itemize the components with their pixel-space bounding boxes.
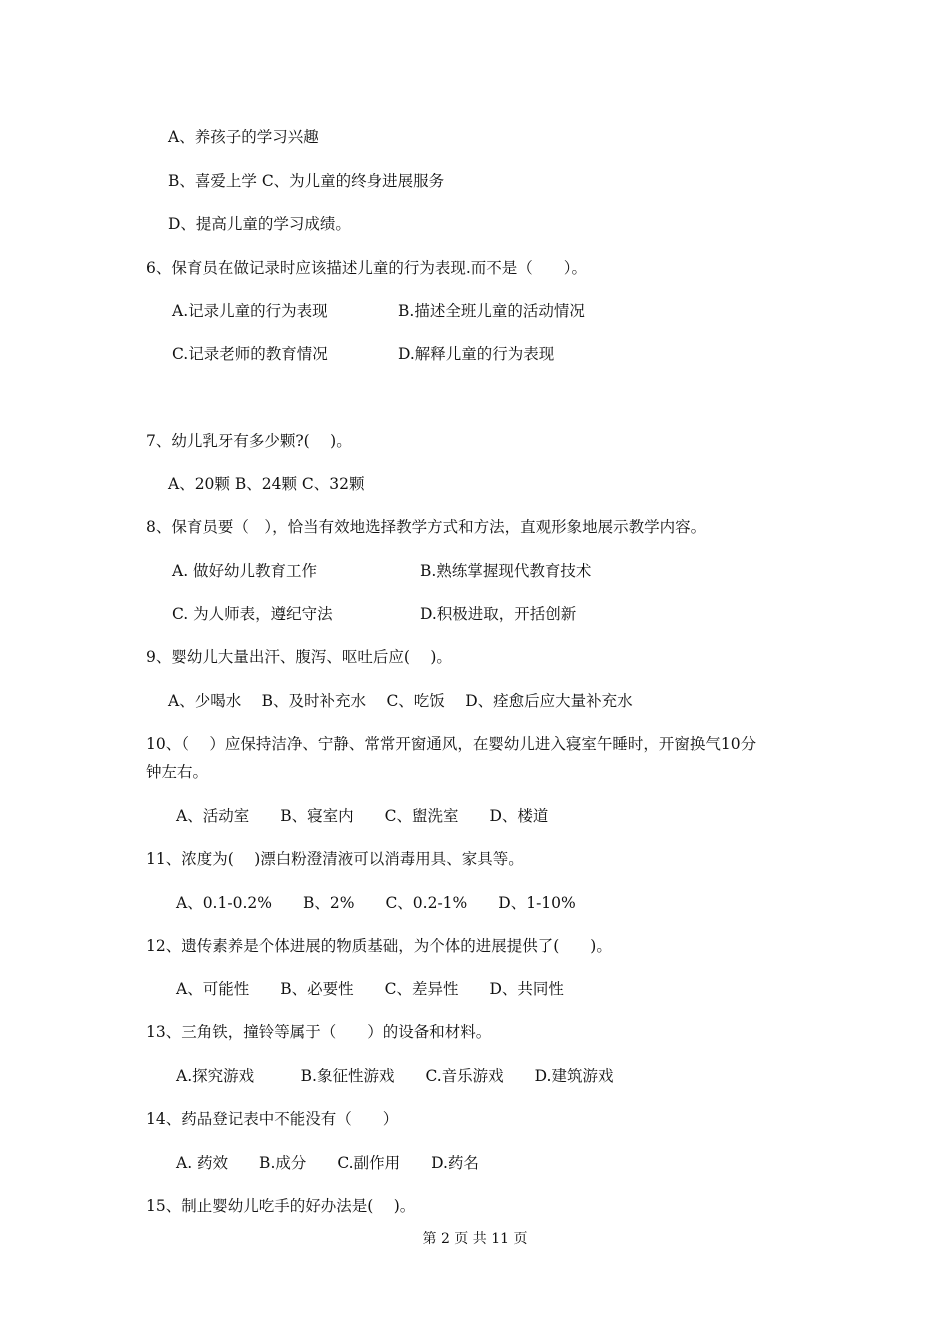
options-12: A、可能性 B、必要性 C、差异性 D、共同性 [176,980,564,998]
question-14: 14、药品登记表中不能没有（ ） [146,1110,399,1128]
option-6a: A.记录儿童的行为表现 [172,302,328,320]
question-11: 11、浓度为( )漂白粉澄清液可以消毒用具、家具等。 [146,850,524,868]
options-9: A、少喝水 B、及时补充水 C、吃饭 D、痊愈后应大量补充水 [168,692,633,710]
question-7: 7、幼儿乳牙有多少颗?( )。 [146,432,352,450]
question-13: 13、三角铁，撞铃等属于（ ）的设备和材料。 [146,1023,492,1041]
option-line-5bc: B、喜爱上学 C、为儿童的终身进展服务 [168,172,445,190]
options-13: A.探究游戏 B.象征性游戏 C.音乐游戏 D.建筑游戏 [176,1067,614,1085]
page-footer: 第 2 页 共 11 页 [422,1231,528,1247]
option-6b: B.描述全班儿童的活动情况 [398,302,585,320]
question-10-line-1: 10、（ ）应保持洁净、宁静、常常开窗通风，在婴幼儿进入寝室午睡时，开窗换气10分 [146,735,757,753]
option-8d: D.积极进取，开括创新 [420,605,577,623]
option-8c: C. 为人师表，遵纪守法 [172,605,333,623]
question-12: 12、遗传素养是个体进展的物质基础，为个体的进展提供了( )。 [146,937,612,955]
question-9: 9、婴幼儿大量出汗、腹泻、呕吐后应( )。 [146,648,452,666]
options-10: A、活动室 B、寝室内 C、盥洗室 D、楼道 [176,807,549,825]
option-6d: D.解释儿童的行为表现 [398,345,555,363]
option-6c: C.记录老师的教育情况 [172,345,328,363]
options-7: A、20颗 B、24颗 C、32颗 [168,475,365,493]
option-line-5a: A、养孩子的学习兴趣 [168,128,319,146]
question-15: 15、制止婴幼儿吃手的好办法是( )。 [146,1197,416,1215]
option-8b: B.熟练掌握现代教育技术 [420,562,592,580]
question-8: 8、保育员要（ ），恰当有效地选择教学方式和方法，直观形象地展示教学内容。 [146,518,707,536]
option-line-5d: D、提高儿童的学习成绩。 [168,215,351,233]
options-14: A. 药效 B.成分 C.副作用 D.药名 [176,1154,479,1172]
option-8a: A. 做好幼儿教育工作 [172,562,318,580]
question-10-line-2: 钟左右。 [146,763,209,781]
options-11: A、0.1-0.2% B、2% C、0.2-1% D、1-10% [176,894,576,912]
question-6: 6、保育员在做记录时应该描述儿童的行为表现.而不是（ ）。 [146,259,588,277]
